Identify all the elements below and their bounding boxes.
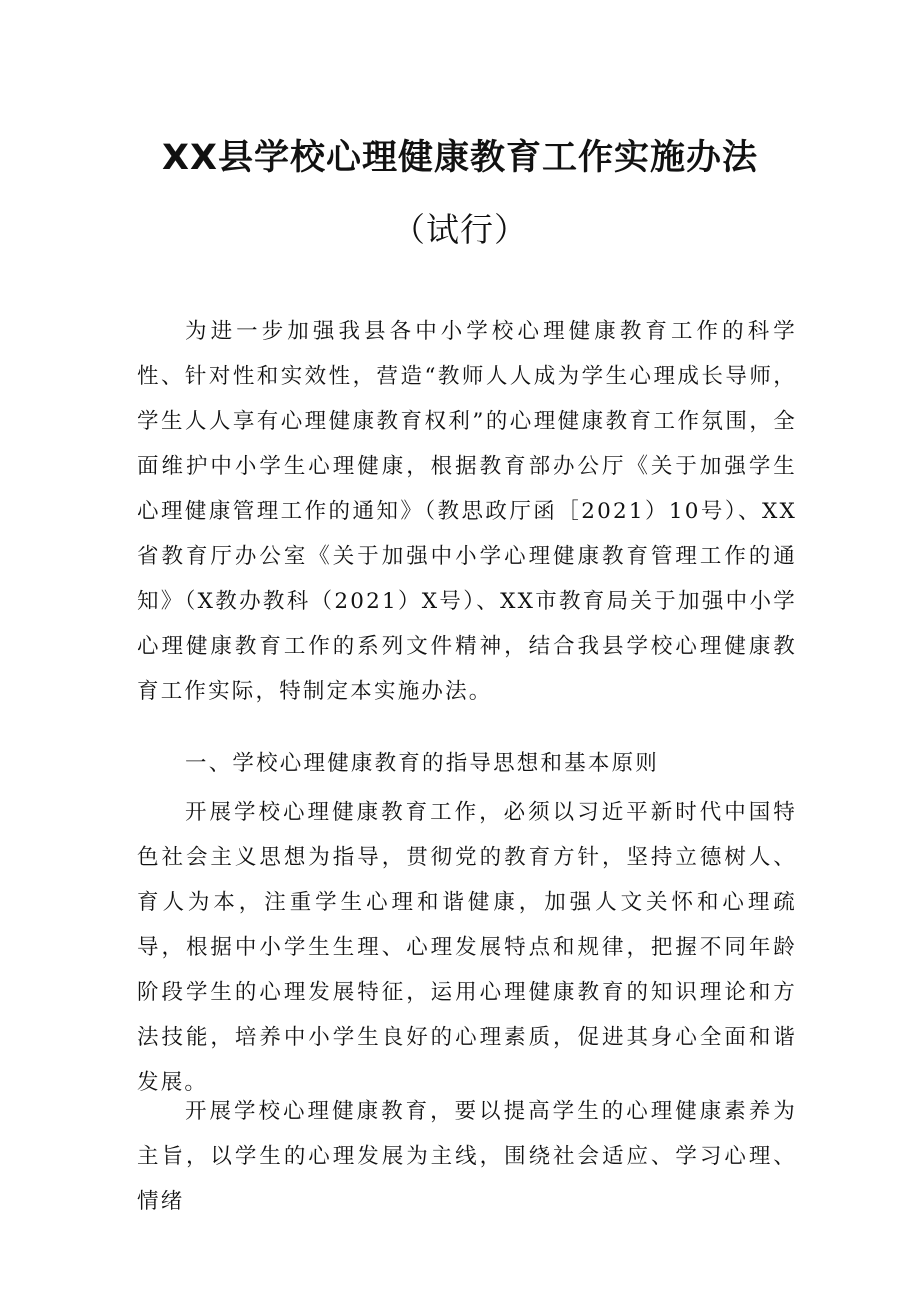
document-subtitle: （试行） [392, 210, 528, 249]
paragraph-intro: 为进一步加强我县各中小学校心理健康教育工作的科学性、针对性和实效性，营造“教师人人成为学生心理成长导师，学生人人享有心理健康教育权利”的心理健康教育工作氛围，全面维护中小学生心理健康，根据教育部办公厅《关于加强学生心理健康管理工作的通知》（教思政厅函［2021）10号）、XX省教育厅办公室《关于加强中小学心理健康教育管理工作的通知》（X教办教科（2021）X号）、XX市教育局关于加强中小学心理健康教育工作的系列文件精神，结合我县学校心理健康教育工作实际，特制定本实施办法。 [137, 319, 797, 704]
paragraph-purpose: 开展学校心理健康教育，要以提高学生的心理健康素养为主旨，以学生的心理发展为主线，围绕社会适应、学习心理、情绪 [137, 1099, 797, 1214]
paragraph-guiding-thought: 开展学校心理健康教育工作，必须以习近平新时代中国特色社会主义思想为指导，贯彻党的教育方针，坚持立德树人、育人为本，注重学生心理和谐健康，加强人文关怀和心理疏导，根据中小学生生理、心理发展特点和规律，把握不同年龄阶段学生的心理发展特征，运用心理健康教育的知识理论和方法技能，培养中小学生良好的心理素质，促进其身心全面和谐发展。 [137, 800, 797, 1095]
section-heading-1: 一、学校心理健康教育的指导思想和基本原则 [185, 751, 660, 776]
document-title: XX县学校心理健康教育工作实施办法 [162, 138, 758, 178]
